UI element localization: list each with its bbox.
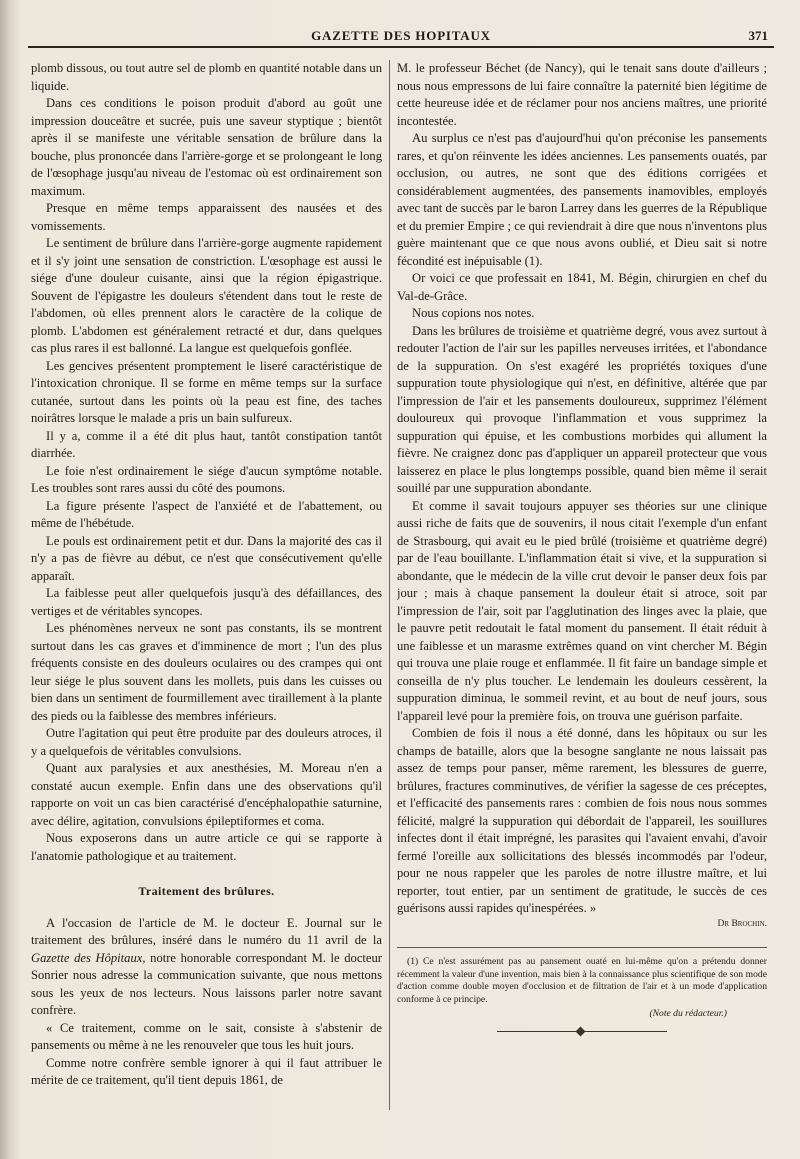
paragraph: Or voici ce que professait en 1841, M. Bégin, chirurgien en chef du Val-de-Grâce. <box>397 271 767 303</box>
paragraph: Le sentiment de brûlure dans l'arrière-gorge augmente rapidement et il s'y joint une sensation de constriction. L'œsophage est aussi le siége d'une douleur cuisante, ainsi que la région épigastrique. Souvent de l'épigastre les douleurs s'étendent dans tout le reste de l'abdomen, où elles prennent alors le caractère de la colique de plomb. L'abdomen est généralement retracté et dur, dans quelques cas plus rares il est ballonné. La langue est quelquefois gonflée. <box>31 236 382 355</box>
page-number: 371 <box>748 28 768 43</box>
paragraph: Les phénomènes nerveux ne sont pas constants, ils se montrent surtout dans les cas graves et d'imminence de mort ; l'un des plus fréquents consiste en des douleurs oculaires ou des crampes qui ont leur siége le plus souvent dans les mollets, puis dans les cuisses ou bien dans un sentiment de fourmillement avec tiraillement à la plante des pieds ou la faiblesse des membres inférieurs. <box>31 621 382 723</box>
paragraph: Il y a, comme il a été dit plus haut, tantôt constipation tantôt diarrhée. <box>31 428 382 460</box>
paragraph: Dans les brûlures de troisième et quatrième degré, vous avez surtout à redouter l'action de l'air sur les papilles nerveuses irritées, et l'abondance de la suppuration. On s'est exagéré les propriétés toxiques d'une suppuration toute physiologique qui n'est, en définitive, altérée que par l'impression de l'air et les pansements douloureux, supprimez l'élément douloureux qui provoque l'inflammation et vous supprimez la suppuration qui épuise, et les combustions morbides qui allument la fièvre. Ne craignez donc pas d'appliquer un appareil protecteur que vous laisserez en place le plus longtemps possible, quand bien même il serait souillé par une suppuration abondante. <box>397 323 767 495</box>
paragraph: Nous copions nos notes. <box>412 306 535 320</box>
paragraph-text: , notre honorable correspondant M. le docteur Sonrier nous adresse la communication suivante, que nous mettons sous les yeux de nos lecteurs. Nous laissons parler notre savant confrère. <box>31 950 382 1017</box>
paragraph: Outre l'agitation qui peut être produite par des douleurs atroces, il y a quelquefois de véritables convulsions. <box>31 726 382 758</box>
paragraph: Au surplus ce n'est pas d'aujourd'hui qu'on préconise les pansements rares, et qu'on réinvente les idées anciennes. Les pansements ouatés, par occlusion, ou autres, ne sont que des éditions corrigées et considérablement augmentées, des pansements inamovibles, employés avec tant de succès par le baron Larrey dans les guerres de la République et du premier Empire ; ce qui reviendrait à dire que nous n'inventons plus guère maintenant que ce que nous avons oublié, et Dieu sait si notre fécondité est inépuisable (1). <box>397 131 767 268</box>
author-signature: Dr Brochin. <box>717 918 767 929</box>
page-header <box>28 22 774 48</box>
footnote-separator <box>397 947 767 948</box>
paragraph: Dans ces conditions le poison produit d'abord au goût une impression douceâtre et sucrée, puis une saveur styptique ; bientôt après il se manifeste une véritable sensation de brûlure dans la bouche, plus prononcée dans l'arrière-gorge et se prolongeant le long de l'œsophage jusqu'au niveau de l'estomac où est ordinairement son maximum. <box>31 96 382 198</box>
section-heading: Traitement des brûlures. <box>138 884 275 898</box>
right-column <box>397 60 767 1120</box>
journal-title: GAZETTE DES HOPITAUX <box>311 28 491 43</box>
paragraph: Nous exposerons dans un autre article ce qui se rapporte à l'anatomie pathologique et au traitement. <box>31 831 382 863</box>
paragraph: La faiblesse peut aller quelquefois jusqu'à des défaillances, des vertiges et de véritables syncopes. <box>31 586 382 618</box>
paragraph: Comme notre confrère semble ignorer à qui il faut attribuer le mérite de ce traitement, qu'il tient depuis 1861, de <box>31 1055 382 1087</box>
journal-name-italic: Gazette des Hôpitaux <box>31 950 143 965</box>
paragraph <box>31 915 382 1020</box>
left-column <box>31 60 382 1120</box>
paragraph: Quant aux paralysies et aux anesthésies, M. Moreau n'en a constaté aucun exemple. Enfin dans une des observations qu'il rapporte on voit un cas bien caractérisé d'encéphalopathie saturnine, avec délire, agitation, convulsions épileptiformes et coma. <box>31 761 382 828</box>
paragraph: Les gencives présentent promptement le liseré caractéristique de l'intoxication chronique. Il se forme en même temps sur la surface cutanée, surtout dans les points où la peau est fine, des taches noirâtres lorsque le malade a pris un bain sulfureux. <box>31 358 382 425</box>
quote-paragraph: « Ce traitement, comme on le sait, consiste à s'abstenir de pansements ou même à ne les renouveler que tous les huit jours. <box>31 1020 382 1052</box>
paragraph-text: A l'occasion de l'article de M. le docteur E. Journal sur le traitement des brûlures, inséré dans le numéro du 11 avril de la <box>31 915 382 947</box>
footnote-attribution: (Note du rédacteur.) <box>649 1008 727 1020</box>
end-ornament-rule <box>497 1031 667 1032</box>
paragraph: plomb dissous, ou tout autre sel de plomb en quantité notable dans un liquide. <box>31 61 382 93</box>
paragraph: M. le professeur Béchet (de Nancy), qui le tenait sans doute d'ailleurs ; nous nous empressons de lui faire connaître la paternité bien légitime de cette heureuse idée et de réclamer pour nos anciens maîtres, une priorité incontestée. <box>397 61 767 128</box>
paragraph: Presque en même temps apparaissent des nausées et des vomissements. <box>31 201 382 233</box>
footnote: (1) Ce n'est assurément pas au pansement ouaté en lui-même qu'on a prétendu donner récemment la valeur d'une invention, mais bien à la connaissance plus scientifique de son mode d'action comme double moyen d'occlusion et de filtration de l'air et à un mode d'application conforme à ce principe. <box>397 956 767 1005</box>
paragraph: Combien de fois il nous a été donné, dans les hôpitaux ou sur les champs de bataille, alors que la besogne sanglante ne nous laissait pas assez de temps pour panser, même rarement, les blessures de guerre, brûlures, fractures comminutives, de vérifier la sagesse de ces préceptes, et l'efficacité des pansements rares : combien de fois nous nous sommes félicité, malgré la suppuration qui débordait de l'appareil, les souillures infectes dont il était imprégné, les parasites qui l'avaient envahi, d'avoir fermé l'oreille aux sollicitations des blessés incommodés par l'odeur, pour ne nous rappeler que les paroles de notre illustre maître, et lui reporter, tout entier, par un sentiment de gratitude, le succès de ces guérisons aussi rapides qu'inespérées. » <box>397 726 767 915</box>
paragraph: Le pouls est ordinairement petit et dur. Dans la majorité des cas il n'y a pas de fièvre au début, ce n'est que consécutivement qu'elle apparaît. <box>31 533 382 583</box>
paragraph: Et comme il savait toujours appuyer ses théories sur une clinique aussi riche de faits que de souvenirs, il nous citait l'exemple d'un enfant de Strasbourg, qui avait eu le pied brûlé (troisième et quatrième degré) par de l'eau bouillante. L'inflammation était si vive, et la suppuration si abondante, que le médecin de la ville crut devoir le panser deux fois par jour ; mais à chaque pansement la douleur était si atroce, soit par l'impression de l'air, soit par l'agglutination des linges avec la plaie, que le pauvre petit redoutait le fatal moment du pansement. Il était réduit à une faiblesse et un marasme extrêmes quand on vint chercher M. Bégin qui trouva une plaie rouge et enflammée. Il fit faire un bandage simple et conseilla de n'y plus toucher. Le lendemain les douleurs cessèrent, la suppuration diminua, le sommeil revint, et au bout de neuf jours, sous l'appareil levé pour la première fois, on trouva une guérison parfaite. <box>397 498 767 723</box>
paragraph: La figure présente l'aspect de l'anxiété et de l'abattement, ou même de l'hébétude. <box>31 498 382 530</box>
paragraph: Le foie n'est ordinairement le siége d'aucun symptôme notable. Les troubles sont rares aussi du côté des poumons. <box>31 463 382 495</box>
column-divider <box>389 60 390 1110</box>
